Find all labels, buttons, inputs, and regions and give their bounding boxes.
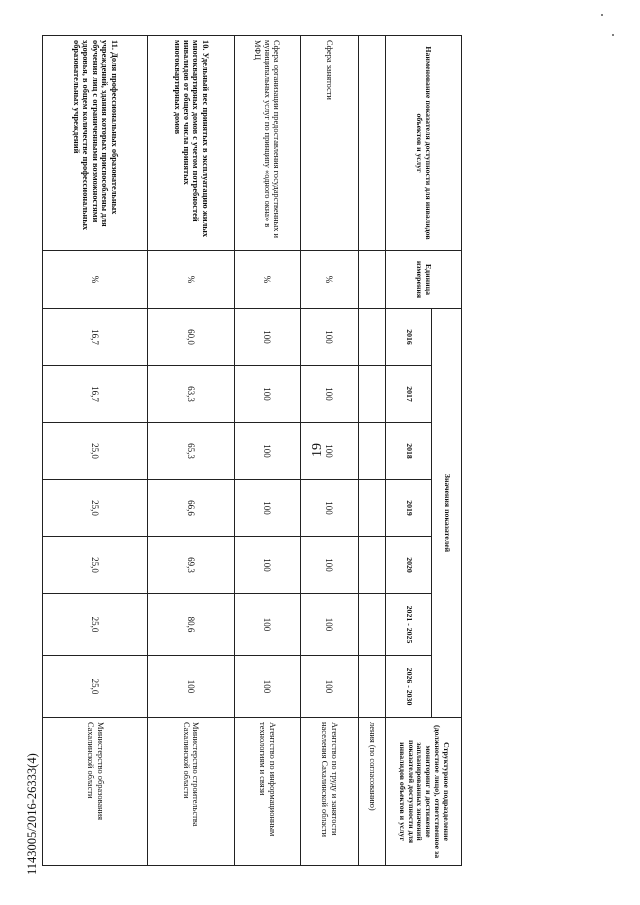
row-value: 100 (300, 309, 358, 366)
row-value: 100 (234, 656, 300, 718)
row-unit: % (234, 251, 300, 309)
header-year: 2018 (386, 423, 432, 480)
scan-speck (612, 34, 614, 36)
row-value (358, 423, 385, 480)
row-responsible: Министерство строительства Сахалинской области (148, 718, 234, 866)
table-row (234, 36, 300, 866)
row-value: 100 (234, 309, 300, 366)
table-row (148, 36, 234, 866)
row-value: 100 (234, 537, 300, 594)
row-value (358, 309, 385, 366)
row-value: 25,0 (43, 480, 148, 537)
table-row (358, 36, 385, 866)
row-value: 66,6 (148, 480, 234, 537)
row-value (358, 366, 385, 423)
row-value (358, 537, 385, 594)
row-value: 100 (234, 423, 300, 480)
row-value: 16,7 (43, 309, 148, 366)
row-value: 63,3 (148, 366, 234, 423)
page-number: 19 (310, 443, 325, 457)
row-value: 16,7 (43, 366, 148, 423)
header-unit: Единица измерения (386, 251, 462, 309)
row-value: 100 (300, 656, 358, 718)
row-unit (358, 251, 385, 309)
row-unit: % (300, 251, 358, 309)
row-value: 100 (300, 594, 358, 656)
row-unit: % (148, 251, 234, 309)
row-value: 80,6 (148, 594, 234, 656)
row-name (358, 36, 385, 251)
row-value: 25,0 (43, 594, 148, 656)
table-row (43, 36, 148, 866)
row-value: 100 (148, 656, 234, 718)
header-indicator: Наименование показателя доступности для инвалидов объектов и услуг (386, 36, 462, 251)
row-name: Сфера организации предоставления государственных и муниципальных услуг по принципу «одного окна» в МФЦ (234, 36, 300, 251)
row-value: 100 (300, 423, 358, 480)
row-responsible: ления (по согласованию) (358, 718, 385, 866)
header-year: 2026 - 2030 (386, 656, 432, 718)
row-value (358, 480, 385, 537)
row-value: 60,0 (148, 309, 234, 366)
rotated-table-container (42, 35, 462, 865)
row-unit: % (43, 251, 148, 309)
row-responsible: Агентство по информационным технологиям и связи (234, 718, 300, 866)
header-year: 2021 - 2025 (386, 594, 432, 656)
header-year: 2016 (386, 309, 432, 366)
row-name: Сфера занятости (300, 36, 358, 251)
row-value: 25,0 (43, 656, 148, 718)
scan-speck (601, 14, 603, 16)
document-code-text: 1143005/2016-26333(4) (25, 753, 39, 875)
row-value (358, 656, 385, 718)
row-value: 69,3 (148, 537, 234, 594)
header-year: 2019 (386, 480, 432, 537)
row-responsible: Министерство образования Сахалинской области (43, 718, 148, 866)
row-name: 11. Доля профессиональных образовательных учреждений, здания которых приспособлены для обучения лиц с ограниченными возможностями здоровья, в общем количестве профессиональных образовательных учреждений (43, 36, 148, 251)
row-responsible: Агентство по труду и занятости населения Сахалинской области (300, 718, 358, 866)
table-row (300, 36, 358, 866)
row-value: 100 (234, 594, 300, 656)
row-value: 65,3 (148, 423, 234, 480)
header-values-group: Значения показателей (432, 309, 462, 718)
row-name: 10. Удельный вес принятых в эксплуатацию жилых многоквартирных домов с учетом потребностей инвалидов от общего числа принятых многоквартирных домов (148, 36, 234, 251)
header-responsible: Структурное подразделение (должностное лицо), ответственное за мониторинг и достижение запланированных значений показателей доступности для инвалидов объектов и услуг (386, 718, 462, 866)
row-value: 100 (300, 537, 358, 594)
row-value: 100 (234, 366, 300, 423)
row-value (358, 594, 385, 656)
row-value: 100 (234, 480, 300, 537)
header-year: 2017 (386, 366, 432, 423)
row-value: 25,0 (43, 423, 148, 480)
row-value: 100 (300, 480, 358, 537)
indicators-table (42, 35, 462, 866)
header-year: 2020 (386, 537, 432, 594)
row-value: 100 (300, 366, 358, 423)
row-value: 25,0 (43, 537, 148, 594)
